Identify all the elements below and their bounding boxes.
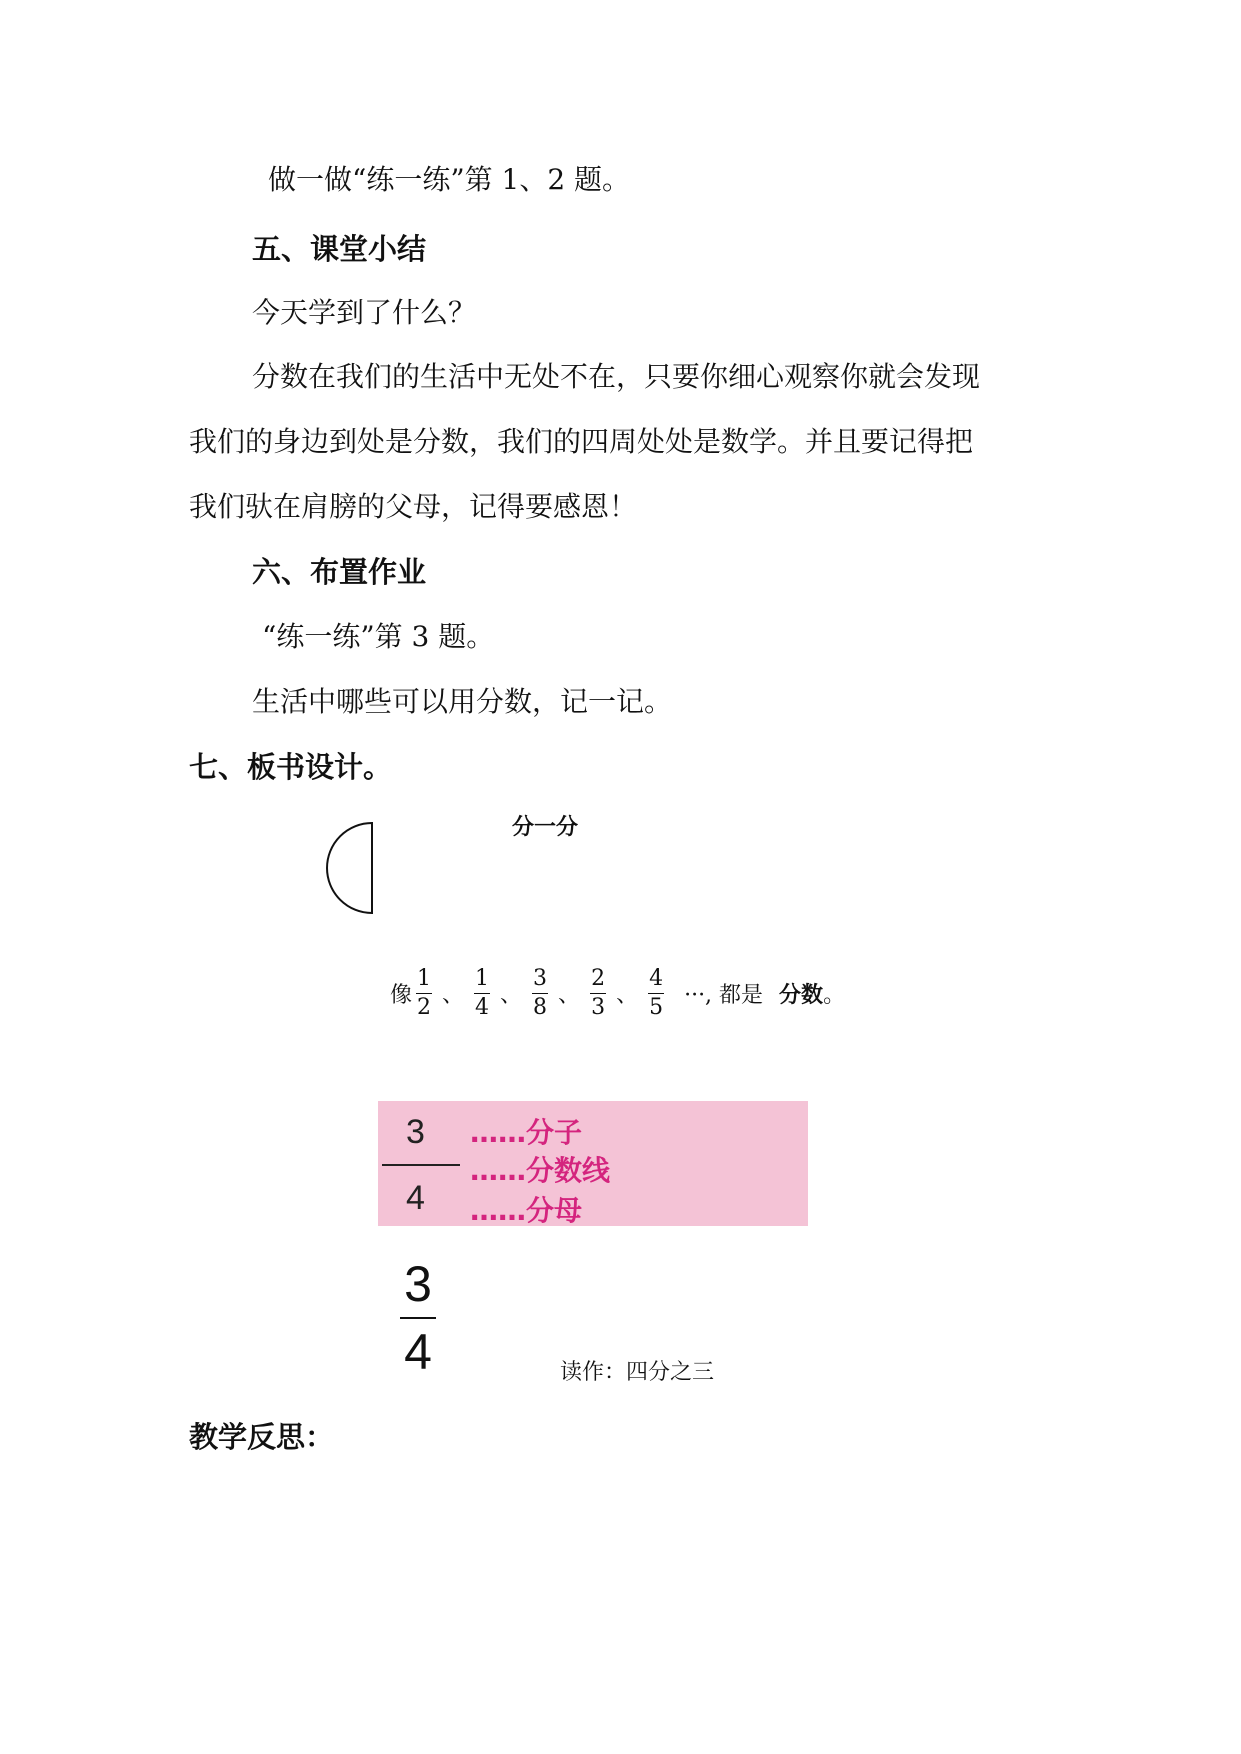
separator: 、: [616, 982, 639, 1008]
label-numerator: ……分子: [470, 1116, 583, 1149]
paragraph-exercise-1-2: 做一做“练一练”第 1、2 题。: [268, 163, 631, 196]
paragraph-record: 生活中哪些可以用分数，记一记。: [252, 685, 673, 718]
fraction-bar: [532, 993, 548, 994]
diagram-numerator: 3: [406, 1113, 425, 1151]
fraction-bar: [590, 993, 606, 994]
fraction-bar: [474, 993, 490, 994]
heading-teaching-reflection: 教学反思：: [189, 1420, 335, 1454]
heading-class-summary: 五、课堂小结: [252, 232, 427, 266]
separator: 、: [442, 982, 465, 1008]
fractions-prefix: 像: [390, 982, 413, 1008]
paragraph-summary-line2: 我们的身边到处是分数，我们的四周处处是数学。并且要记得把: [189, 425, 974, 458]
fraction-numerator: 1: [475, 965, 490, 991]
fraction-1: [416, 966, 432, 1021]
heading-board-design: 七、板书设计。: [189, 750, 393, 784]
separator: 、: [558, 982, 581, 1008]
big-fraction: [396, 1255, 440, 1381]
fraction-denominator: 3: [591, 994, 606, 1020]
fraction-numerator: 1: [417, 965, 432, 991]
paragraph-question: 今天学到了什么？: [252, 296, 477, 329]
fraction-3: [532, 966, 548, 1021]
diagram-fraction-line: [382, 1164, 460, 1166]
fraction-bar: [648, 993, 664, 994]
fraction-denominator: 4: [475, 994, 490, 1020]
big-fraction-bar: [400, 1317, 436, 1319]
heading-homework: 六、布置作业: [252, 555, 427, 589]
paragraph-summary-line1: 分数在我们的生活中无处不在，只要你细心观察你就会发现: [252, 360, 981, 393]
fraction-numerator: 3: [533, 965, 548, 991]
fraction-4: [590, 966, 606, 1021]
separator: 、: [500, 982, 523, 1008]
big-fraction-denominator: 4: [404, 1324, 432, 1380]
label-denominator: ……分母: [470, 1194, 583, 1227]
fractions-bold-word: 分数: [779, 982, 824, 1008]
fraction-parts-diagram: [378, 1101, 808, 1226]
board-title: 分一分: [512, 815, 579, 840]
fraction-bar: [416, 993, 432, 994]
fraction-numerator: 4: [649, 965, 664, 991]
diagram-denominator: 4: [406, 1179, 425, 1217]
fraction-2: [474, 966, 490, 1021]
fraction-denominator: 5: [649, 994, 664, 1020]
fractions-end: 。: [823, 982, 846, 1008]
fractions-example-row: [390, 958, 845, 1028]
label-fraction-line: ……分数线: [470, 1154, 611, 1187]
paragraph-summary-line3: 我们驮在肩膀的父母，记得要感恩！: [189, 490, 638, 523]
fraction-numerator: 2: [591, 965, 606, 991]
fraction-denominator: 2: [417, 994, 432, 1020]
fraction-5: [648, 966, 664, 1021]
read-as-text: 读作：四分之三: [560, 1360, 715, 1385]
fractions-suffix: ···, 都是: [684, 982, 764, 1008]
half-circle-shape: [320, 820, 380, 920]
fraction-denominator: 8: [533, 994, 548, 1020]
big-fraction-numerator: 3: [404, 1256, 432, 1312]
paragraph-exercise-3: “练一练”第 3 题。: [262, 620, 495, 653]
